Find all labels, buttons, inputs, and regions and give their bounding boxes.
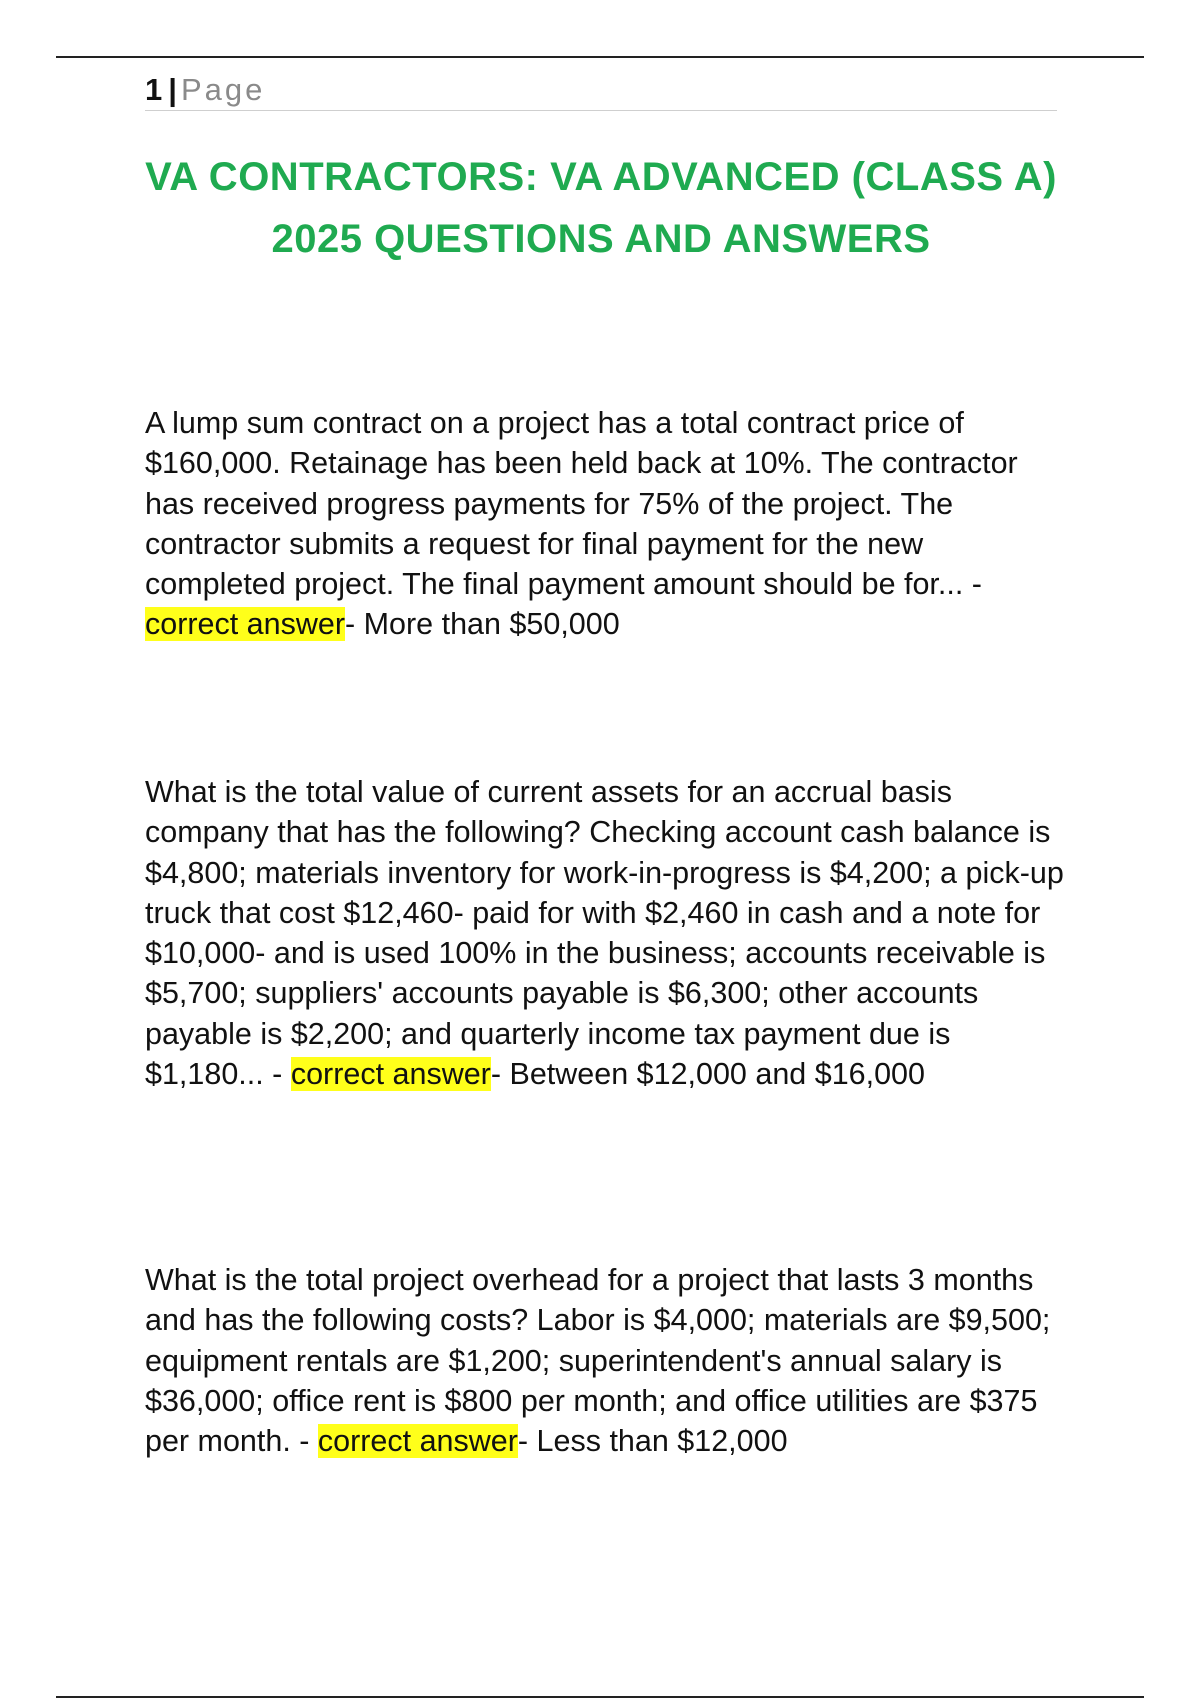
correct-answer-highlight: correct answer (290, 1057, 491, 1092)
document-title: VA CONTRACTORS: VA ADVANCED (CLASS A) 2025 QUESTIONS AND ANSWERS (145, 155, 1057, 261)
answer-text: - More than $50,000 (345, 607, 620, 642)
correct-answer-highlight: correct answer (317, 1424, 518, 1459)
question-text: What is the total project overhead for a project that lasts 3 months and has the following costs? Labor is $4,000; materials are $9,500; equipment rentals are $1,200; superintendent's annual salary is $36,000; office rent is $800 per month; and office utilities are $375 per month. - (145, 1263, 1051, 1459)
answer-text: - Between $12,000 and $16,000 (490, 1057, 925, 1092)
page-separator: | (168, 72, 177, 107)
page-header (145, 70, 1057, 111)
question-text: What is the total value of current assets for an accrual basis company that has the following? Checking account cash balance is $4,800; materials inventory for work-in-progress is $4,200; a pick-up truck that cost $12,460- paid for with $2,460 in cash and a note for $10,000- and is used 100% in the business; accounts receivable is $5,700; suppliers' accounts payable is $6,300; other accounts payable is $2,200; and quarterly income tax payment due is $1,180... - (145, 775, 1064, 1092)
qa-item-3 (145, 1260, 1065, 1461)
qa-item-2 (145, 772, 1065, 1094)
top-rule (56, 56, 1144, 58)
correct-answer-highlight: correct answer (145, 607, 346, 642)
question-text: A lump sum contract on a project has a total contract price of $160,000. Retainage has been held back at 10%. The contractor has received progress payments for 75% of the project. The contractor submits a request for final payment for the new completed project. The final payment amount should be for... - (145, 406, 1018, 602)
answer-text: - Less than $12,000 (517, 1424, 788, 1459)
bottom-rule (56, 1696, 1144, 1698)
page-label: Page (180, 72, 266, 107)
qa-item-1 (145, 403, 1065, 645)
page-number: 1 (145, 72, 163, 107)
